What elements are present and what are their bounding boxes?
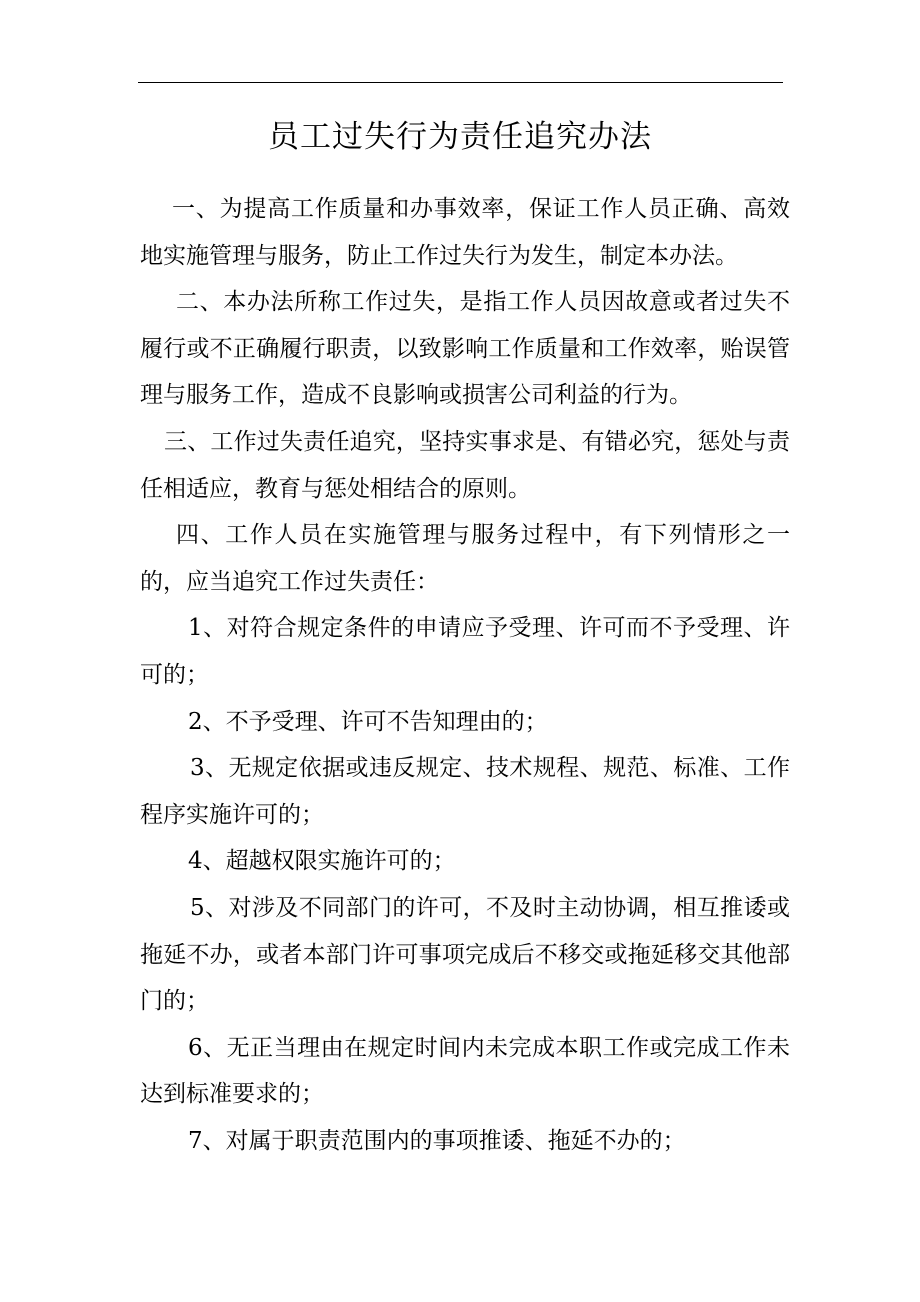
list-item-1: 1、对符合规定条件的申请应予受理、许可而不予受理、许可的； [140,615,790,688]
document-title: 员工过失行为责任追究办法 [268,119,652,155]
paragraph-1: 一、为提高工作质量和办事效率，保证工作人员正确、高效地实施管理与服务，防止工作过失行为发生，制定本办法。 [140,196,790,269]
list-item-4: 4、超越权限实施许可的； [188,848,456,875]
document-body [140,186,790,1164]
list-item-2: 2、不予受理、许可不告知理由的； [188,708,548,735]
paragraph-4: 四、工作人员在实施管理与服务过程中，有下列情形之一的，应当追究工作过失责任： [140,522,790,595]
paragraph-3: 三、工作过失责任追究，坚持实事求是、有错必究，惩处与责任相适应，教育与惩处相结合的原则。 [140,428,790,502]
header-rule [138,82,783,83]
list-item-3: 3、无规定依据或违反规定、技术规程、规范、标准、工作程序实施许可的； [140,755,790,828]
paragraph-2: 二、本办法所称工作过失，是指工作人员因故意或者过失不履行或不正确履行职责，以致影响工作质量和工作效率，贻误管理与服务工作，造成不良影响或损害公司利益的行为。 [140,289,790,409]
list-item-7: 7、对属于职责范围内的事项推诿、拖延不办的； [188,1127,686,1154]
list-item-5: 5、对涉及不同部门的许可，不及时主动协调，相互推诿或拖延不办，或者本部门许可事项完成后不移交或拖延移交其他部门的； [140,894,790,1015]
list-item-6: 6、无正当理由在规定时间内未完成本职工作或完成工作未达到标准要求的； [140,1034,790,1108]
